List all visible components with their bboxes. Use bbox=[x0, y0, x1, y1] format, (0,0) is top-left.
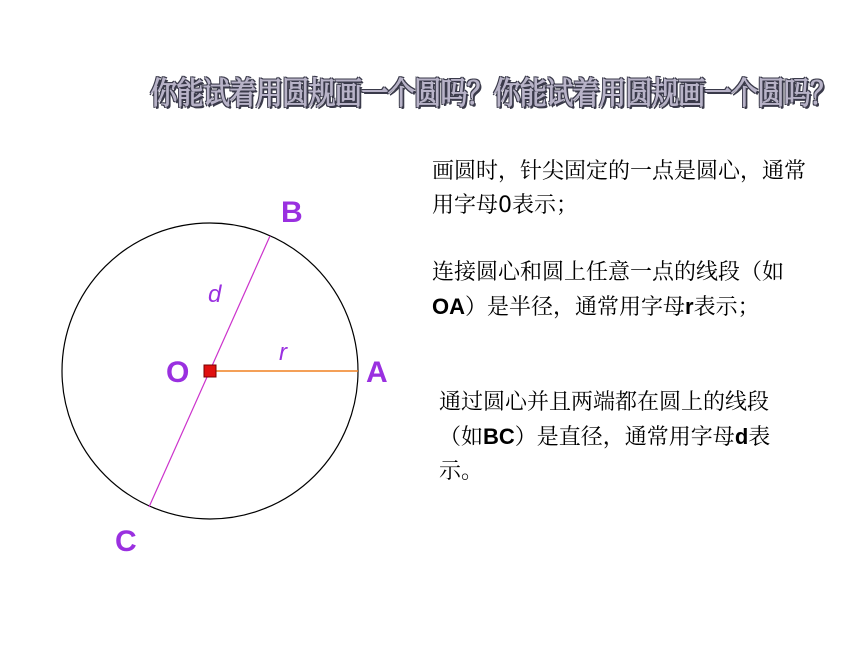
label-c: C bbox=[115, 525, 137, 558]
radius-text-r: r bbox=[685, 294, 694, 319]
radius-text-2: ）是半径，通常用字母 bbox=[465, 295, 686, 320]
label-d: d bbox=[208, 281, 222, 308]
slide-title: 你能试着用圆规画一个圆吗？你能试着用圆规画一个圆吗？ bbox=[150, 76, 837, 112]
radius-text-1: 连接圆心和圆上任意一点的线段（如 bbox=[432, 260, 785, 285]
label-b: B bbox=[281, 196, 303, 229]
radius-text-oa: OA bbox=[432, 294, 465, 319]
center-definition-text: 画圆时，针尖固定的一点是圆心，通常用字母0表示； bbox=[432, 159, 807, 218]
label-o: O bbox=[166, 356, 190, 389]
diameter-text-d: d bbox=[734, 424, 749, 449]
center-point bbox=[204, 365, 216, 377]
diameter-text-2: ）是直径，通常用字母 bbox=[514, 425, 735, 450]
diameter-text-bc: BC bbox=[483, 424, 515, 449]
label-a: A bbox=[366, 356, 388, 389]
diameter-text-3: 表示。 bbox=[439, 425, 771, 484]
radius-text-3: 表示； bbox=[693, 295, 760, 320]
center-definition bbox=[432, 155, 812, 223]
label-r: r bbox=[279, 339, 287, 366]
diameter-definition bbox=[439, 386, 799, 489]
radius-definition bbox=[432, 256, 812, 325]
diameter-text-1: 通过圆心并且两端都在圆上的线段（如 bbox=[439, 390, 770, 450]
